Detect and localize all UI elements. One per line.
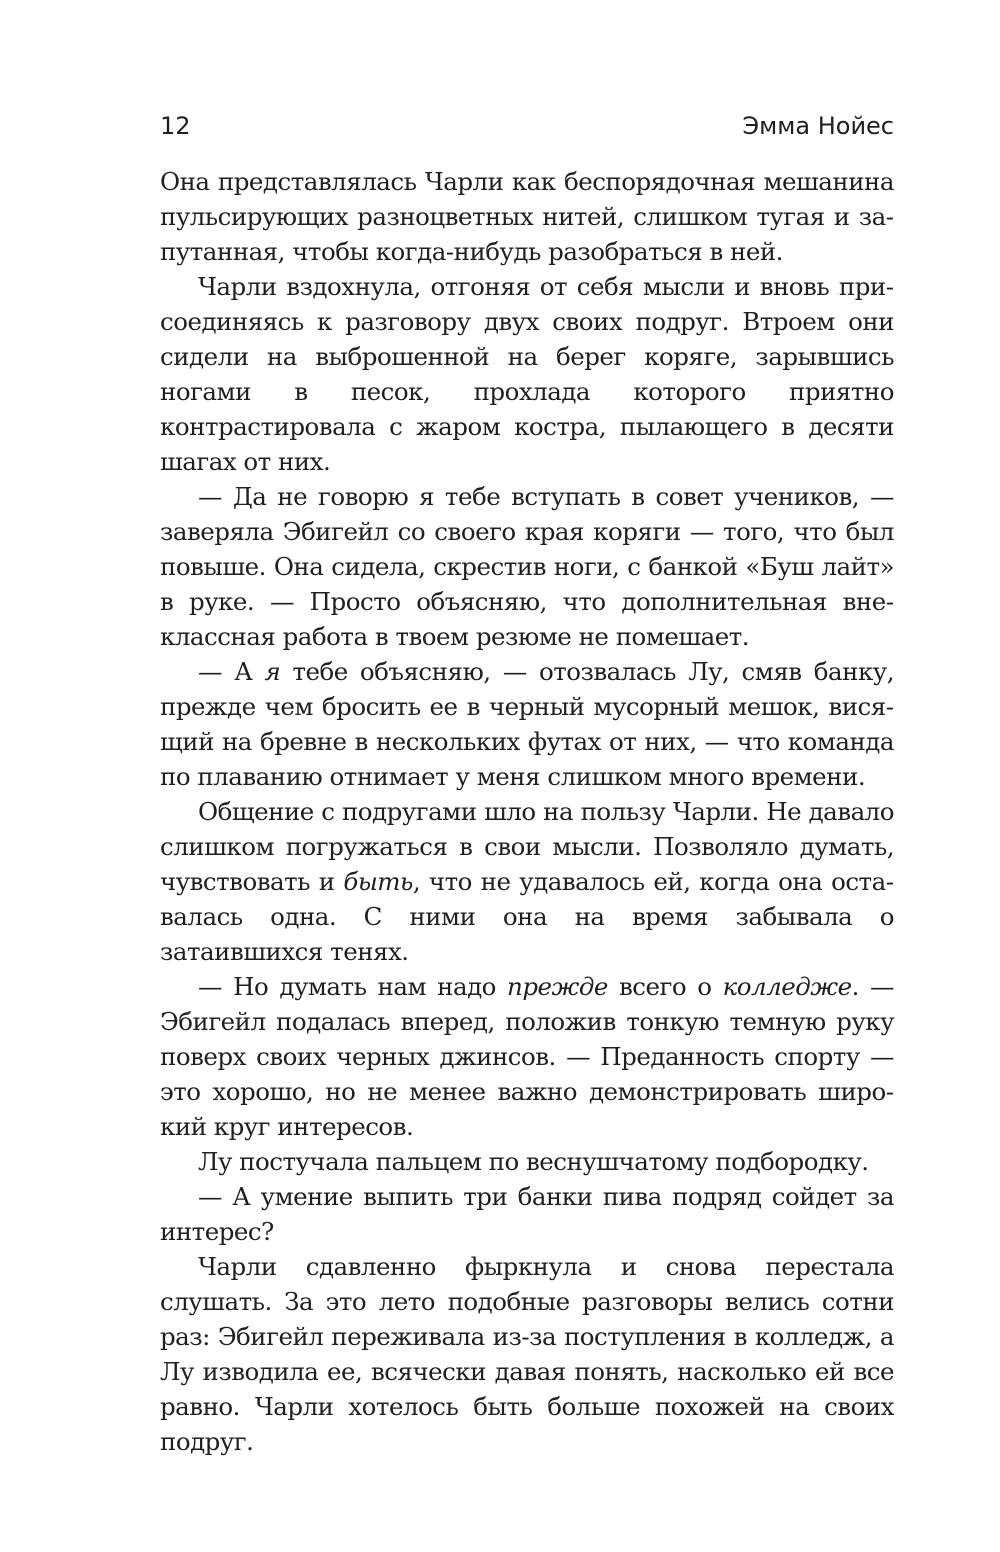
italic-emphasis: я — [264, 657, 281, 686]
paragraph — [160, 1179, 894, 1249]
italic-emphasis: колледже — [722, 972, 852, 1001]
page-header — [160, 106, 894, 146]
text-run: Общение с подругами шло на пользу Чарли. Не давало слишком погружаться в свои мысли. Позволяло думать, чувствовать и — [160, 797, 894, 896]
running-head-author: Эмма Нойес — [742, 112, 894, 140]
text-run: тебе объясняю, — отозвалась Лу, смяв банку, прежде чем бросить ее в черный мусорный мешок, висящий на бревне в нескольких футах от них, — что команда по плаванию отнимает у меня слишком много времени. — [160, 657, 894, 791]
paragraph — [160, 164, 894, 269]
paragraph — [160, 269, 894, 479]
italic-emphasis: прежде — [507, 972, 608, 1001]
italic-emphasis: быть — [343, 867, 413, 896]
text-run: , что не удавалось ей, когда она оставалась одна. С ними она на время забывала о затаившихся тенях. — [160, 867, 894, 966]
paragraph — [160, 969, 894, 1144]
text-run: Она представлялась Чарли как беспорядочная мешанина пульсирующих разноцветных нитей, слишком тугая и запутанная, чтобы когда-нибудь разобраться в ней. — [160, 167, 894, 266]
text-run: Лу постучала пальцем по веснушчатому подбородку. — [198, 1147, 869, 1176]
text-run: — Но думать нам надо — [198, 972, 508, 1001]
text-run: — А умение выпить три банки пива подряд сойдет за интерес? — [160, 1182, 894, 1246]
text-run: . — Эбигейл подалась вперед, положив тонкую темную руку поверх своих черных джинсов. — Преданность спорту — это хорошо, но не менее важно демонстрировать широкий круг интересов. — [160, 972, 894, 1141]
text-run: Чарли сдавленно фыркнула и снова перестала слушать. За это лето подобные разговоры велись сотни раз: Эбигейл переживала из-за поступления в колледж, а Лу изводила ее, всячески давая понять, насколько ей все равно. Чарли хотелось быть больше похожей на своих подруг. — [160, 1252, 894, 1456]
text-run: — Да не говорю я тебе вступать в совет учеников, — заверяла Эбигейл со своего края коряги — того, что был повыше. Она сидела, скрестив ноги, с банкой «Буш лайт» в руке. — Просто объясняю, что дополнительная внеклассная работа в твоем резюме не помешает. — [160, 482, 894, 651]
text-run: — А — [198, 657, 265, 686]
page-number: 12 — [160, 112, 191, 140]
body-text — [160, 164, 894, 1459]
paragraph — [160, 1249, 894, 1459]
paragraph — [160, 479, 894, 654]
paragraph — [160, 1144, 894, 1179]
paragraph — [160, 654, 894, 794]
text-run: Чарли вздохнула, отгоняя от себя мысли и вновь присоединяясь к разговору двух своих подруг. Втроем они сидели на выброшенной на берег коряге, зарывшись ногами в песок, прохлада которого приятно контрастировала с жаром костра, пылающего в десяти шагах от них. — [160, 272, 894, 476]
text-run: всего о — [607, 972, 723, 1001]
paragraph — [160, 794, 894, 969]
